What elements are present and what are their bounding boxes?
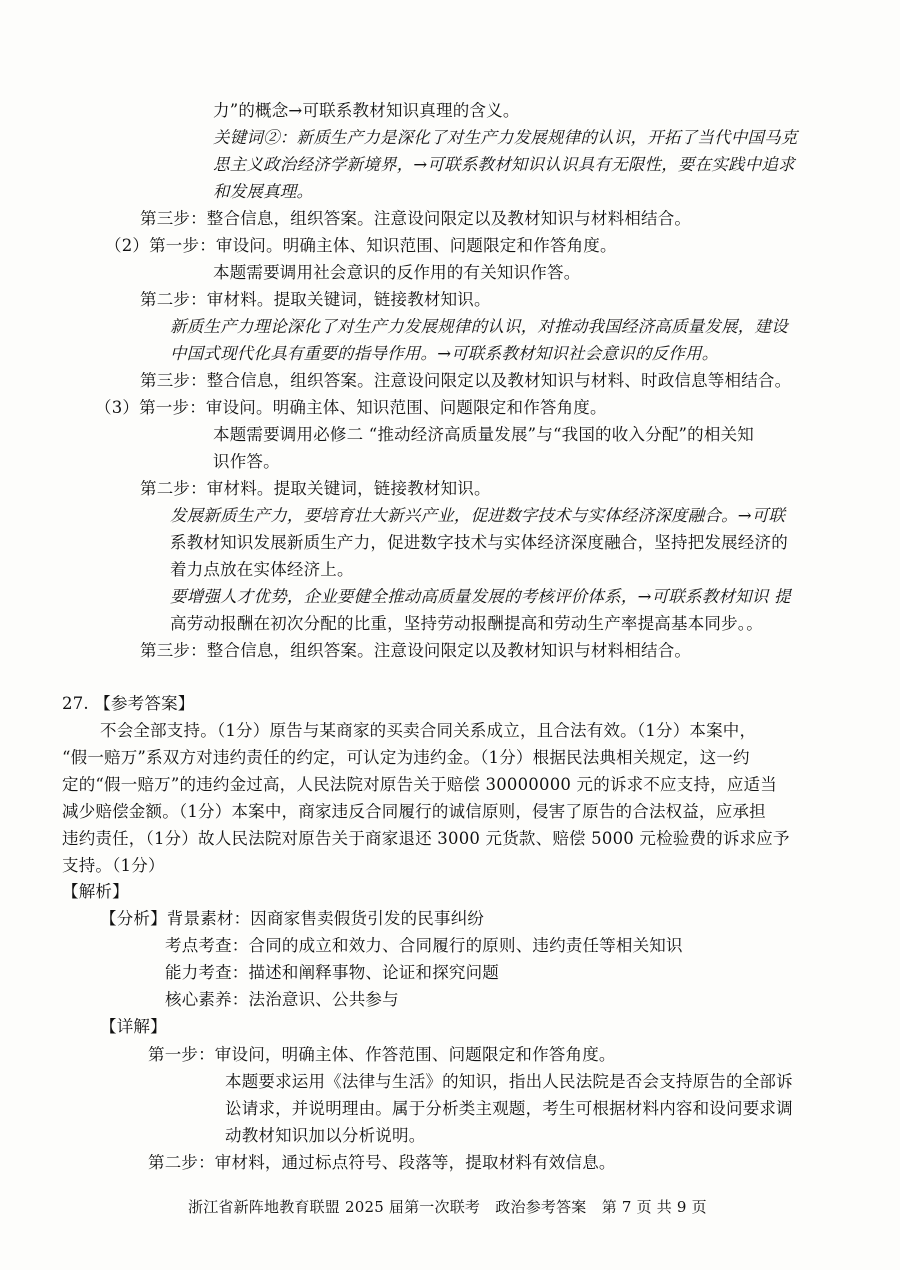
q27-answer-line: 支持。（1分） — [62, 856, 165, 875]
q26-3-step3: 第三步：整合信息，组织答案。注意设问限定以及教材知识与材料相结合。 — [140, 641, 692, 660]
q27-answer-line: 违约责任，（1分）故人民法院对原告关于商家退还 3000 元货款、赔偿 5000 元检验费的诉求应予 — [62, 829, 790, 848]
q27-analysis-nengli: 能力考查：描述和阐释事物、论证和探究问题 — [165, 963, 499, 982]
q26-2-step2-line2: 中国式现代化具有重要的指导作用。→可联系教材知识社会意识的反作用。 — [170, 344, 719, 363]
q26-3-step1-detail1: 本题需要调用必修二 “推动经济高质量发展”与“我国的收入分配”的相关知 — [213, 425, 754, 444]
q27-analysis-kaodian: 考点考查：合同的成立和效力、合同履行的原则、违约责任等相关知识 — [165, 936, 683, 955]
q26-1-concept-line: 力”的概念→可联系教材知识真理的含义。 — [213, 101, 520, 120]
q26-3-para2-line1: 要增强人才优势，企业要健全推动高质量发展的考核评价体系，→可联系教材知识 提 — [170, 587, 791, 606]
q27-answer-line: 减少赔偿金额。（1分）本案中，商家违反合同履行的诚信原则，侵害了原告的合法权益，应承担 — [62, 802, 766, 821]
q26-2-step1-detail: 本题需要调用社会意识的反作用的有关知识作答。 — [213, 263, 581, 282]
q26-2-step2: 第二步：审材料。提取关键词，链接教材知识。 — [140, 290, 491, 309]
q27-step2: 第二步：审材料，通过标点符号、段落等，提取材料有效信息。 — [148, 1153, 616, 1172]
q26-1-keyword2-line2: 思主义政治经济学新境界，→可联系教材知识认识具有无限性，要在实践中追求 — [213, 155, 795, 174]
q27-answer-line: 不会全部支持。（1分）原告与某商家的买卖合同关系成立，且合法有效。（1分）本案中， — [100, 721, 757, 740]
q26-3-step1: （3）第一步：审设问。明确主体、知识范围、问题限定和作答角度。 — [95, 398, 607, 417]
q26-1-keyword2-line3: 和发展真理。 — [213, 182, 314, 201]
q27-answer-line: “假一赔万”系双方对违约责任的约定，可认定为违约金。（1分）根据民法典相关规定，这一约 — [62, 748, 750, 767]
q26-1-keyword2-line1: 关键词②：新质生产力是深化了对生产力发展规律的认识，开拓了当代中国马克 — [213, 128, 798, 147]
q26-3-step2: 第二步：审材料。提取关键词，链接教材知识。 — [140, 479, 491, 498]
q27-answer-line: 定的“假一赔万”的违约金过高，人民法院对原告关于赔偿 30000000 元的诉求不应支持，应适当 — [62, 775, 777, 794]
q27-jiexi-heading: 【解析】 — [62, 882, 129, 901]
q26-3-para1-line2: 系教材知识发展新质生产力，促进数字技术与实体经济深度融合，坚持把发展经济的 — [170, 533, 788, 552]
q27-step1-detail2: 讼请求，并说明理由。属于分析类主观题，考生可根据材料内容和设问要求调 — [225, 1099, 793, 1118]
q26-2-step1: （2）第一步：审设问。明确主体、知识范围、问题限定和作答角度。 — [105, 236, 617, 255]
q26-1-step3: 第三步：整合信息，组织答案。注意设问限定以及教材知识与材料相结合。 — [140, 209, 692, 228]
q26-3-para1-line3: 着力点放在实体经济上。 — [170, 560, 354, 579]
q27-xiangjie-heading: 【详解】 — [100, 1017, 167, 1036]
q27-heading: 27. 【参考答案】 — [62, 694, 195, 713]
q26-3-para1-line1: 发展新质生产力，要培育壮大新兴产业，促进数字技术与实体经济深度融合。→可联 — [170, 506, 786, 525]
page-footer: 浙江省新阵地教育联盟 2025 届第一次联考 政治参考答案 第 7 页 共 9 页 — [188, 1198, 707, 1216]
q27-step1-detail1: 本题要求运用《法律与生活》的知识，指出人民法院是否会支持原告的全部诉 — [225, 1072, 793, 1091]
q27-step1: 第一步：审设问，明确主体、作答范围、问题限定和作答角度。 — [148, 1045, 616, 1064]
q27-analysis-hexin: 核心素养：法治意识、公共参与 — [165, 990, 399, 1009]
q27-analysis-background: 【分析】背景素材：因商家售卖假货引发的民事纠纷 — [100, 909, 485, 928]
q27-step1-detail3: 动教材知识加以分析说明。 — [225, 1126, 426, 1145]
q26-3-para2-line2: 高劳动报酬在初次分配的比重，坚持劳动报酬提高和劳动生产率提高基本同步。。 — [170, 614, 763, 633]
q26-2-step3: 第三步：整合信息，组织答案。注意设问限定以及教材知识与材料、时政信息等相结合。 — [140, 371, 792, 390]
q26-3-step1-detail2: 识作答。 — [213, 452, 280, 471]
q26-2-step2-line1: 新质生产力理论深化了对生产力发展规律的认识，对推动我国经济高质量发展，建设 — [170, 317, 788, 336]
